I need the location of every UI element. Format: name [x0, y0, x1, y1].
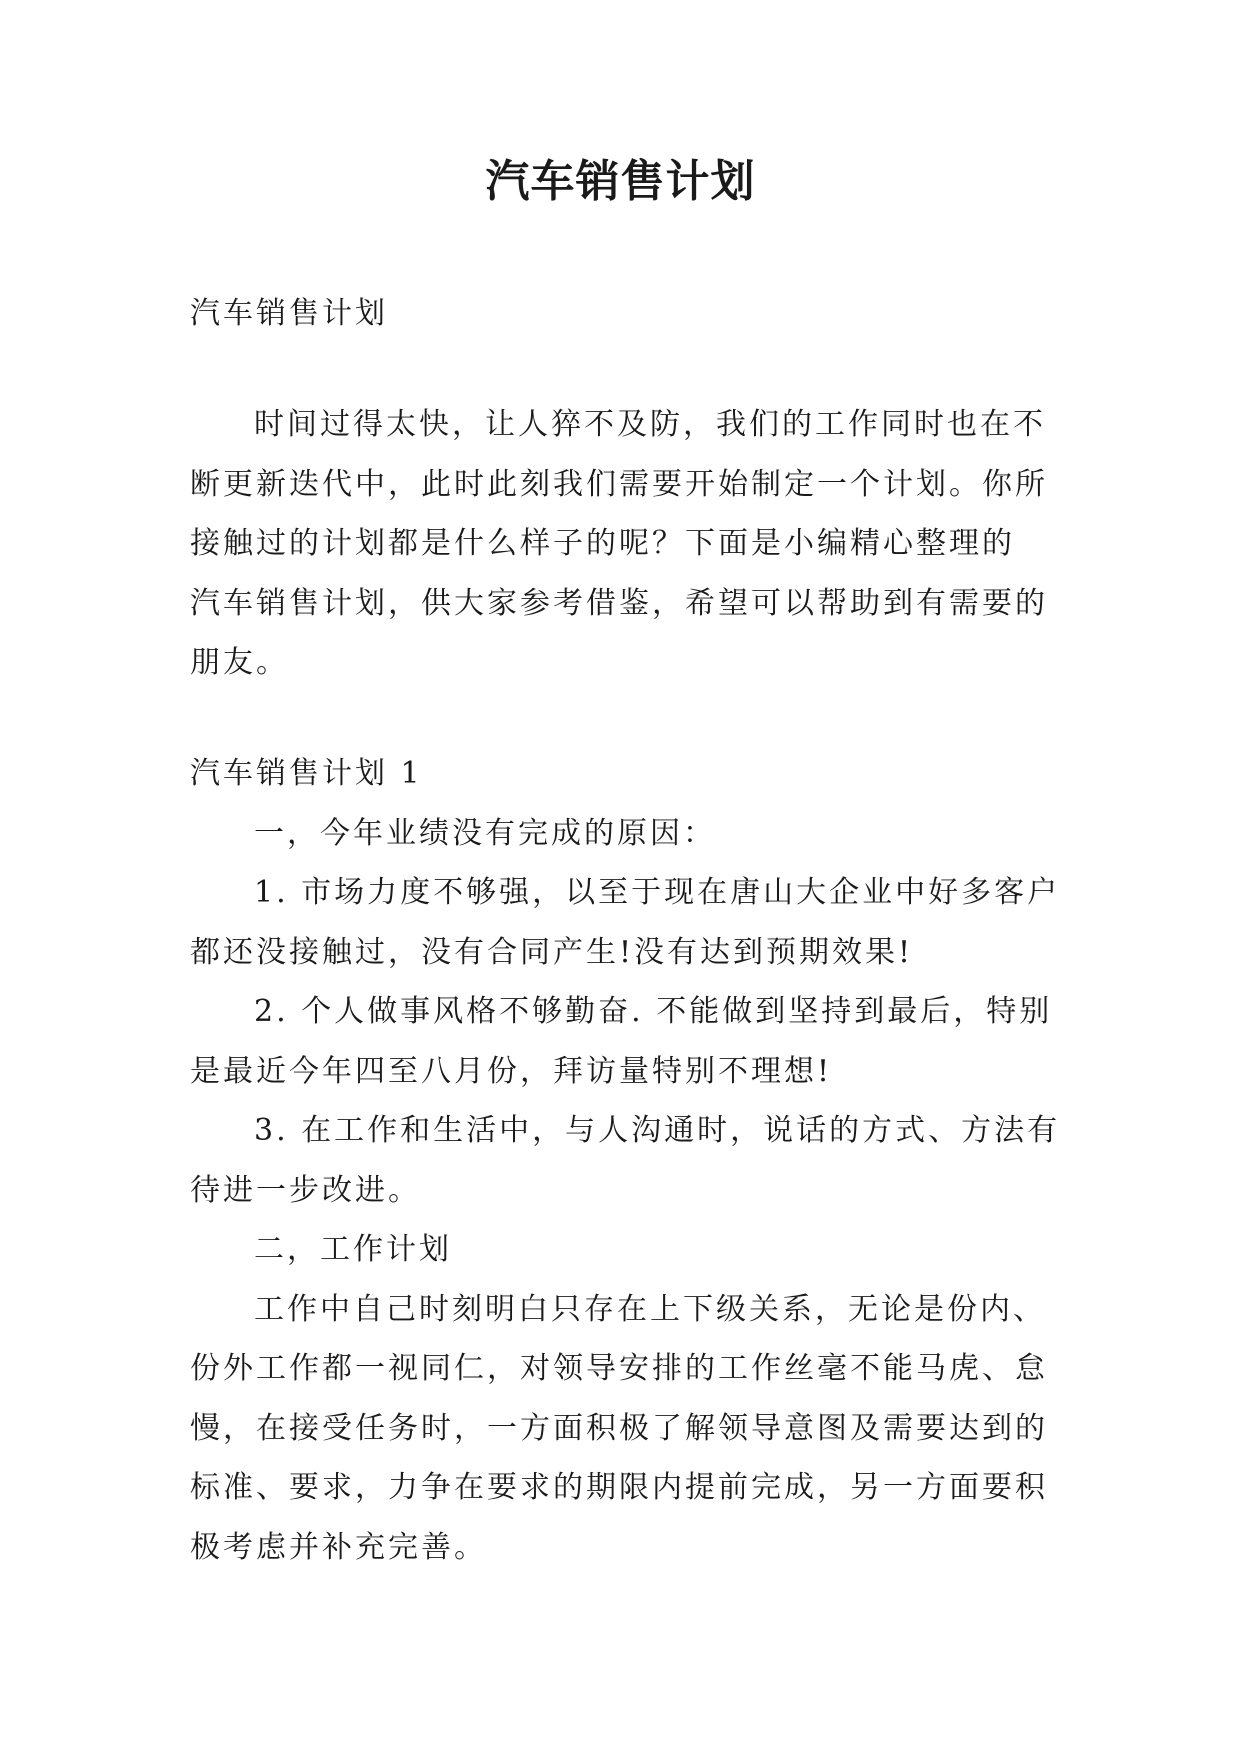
subheading-reasons: 一，今年业绩没有完成的原因：: [254, 816, 716, 851]
subheading-work-plan: 二，工作计划: [254, 1232, 452, 1267]
reason-2-line-1: 2. 个人做事风格不够勤奋. 不能做到坚持到最后，特别: [254, 994, 1053, 1029]
reason-3-line-1: 3. 在工作和生活中，与人沟通时，说话的方式、方法有: [254, 1113, 1061, 1148]
reason-1-line-2: 都还没接触过，没有合同产生!没有达到预期效果!: [190, 935, 914, 970]
plan-line-5: 极考虑并补充完善。: [190, 1530, 487, 1565]
intro-line-4: 汽车销售计划，供大家参考借鉴，希望可以帮助到有需要的: [190, 586, 1048, 621]
subtitle-line: 汽车销售计划: [190, 296, 388, 331]
plan-line-3: 慢，在接受任务时，一方面积极了解领导意图及需要达到的: [190, 1411, 1048, 1446]
section-heading-1: 汽车销售计划 1: [190, 756, 423, 791]
intro-line-2: 断更新迭代中，此时此刻我们需要开始制定一个计划。你所: [190, 467, 1048, 502]
reason-1-line-1: 1. 市场力度不够强，以至于现在唐山大企业中好多客户: [254, 875, 1061, 910]
plan-line-1: 工作中自己时刻明白只存在上下级关系，无论是份内、: [254, 1292, 1046, 1327]
document-title: 汽车销售计划: [485, 156, 756, 207]
intro-line-5: 朋友。: [190, 645, 289, 680]
plan-line-2: 份外工作都一视同仁，对领导安排的工作丝毫不能马虎、怠: [190, 1351, 1048, 1386]
reason-2-line-2: 是最近今年四至八月份，拜访量特别不理想!: [190, 1054, 833, 1089]
plan-line-4: 标准、要求，力争在要求的期限内提前完成，另一方面要积: [190, 1470, 1048, 1505]
intro-line-1: 时间过得太快，让人猝不及防，我们的工作同时也在不: [254, 407, 1046, 442]
intro-line-3: 接触过的计划都是什么样子的呢？下面是小编精心整理的: [190, 526, 1015, 561]
reason-3-line-2: 待进一步改进。: [190, 1173, 421, 1208]
